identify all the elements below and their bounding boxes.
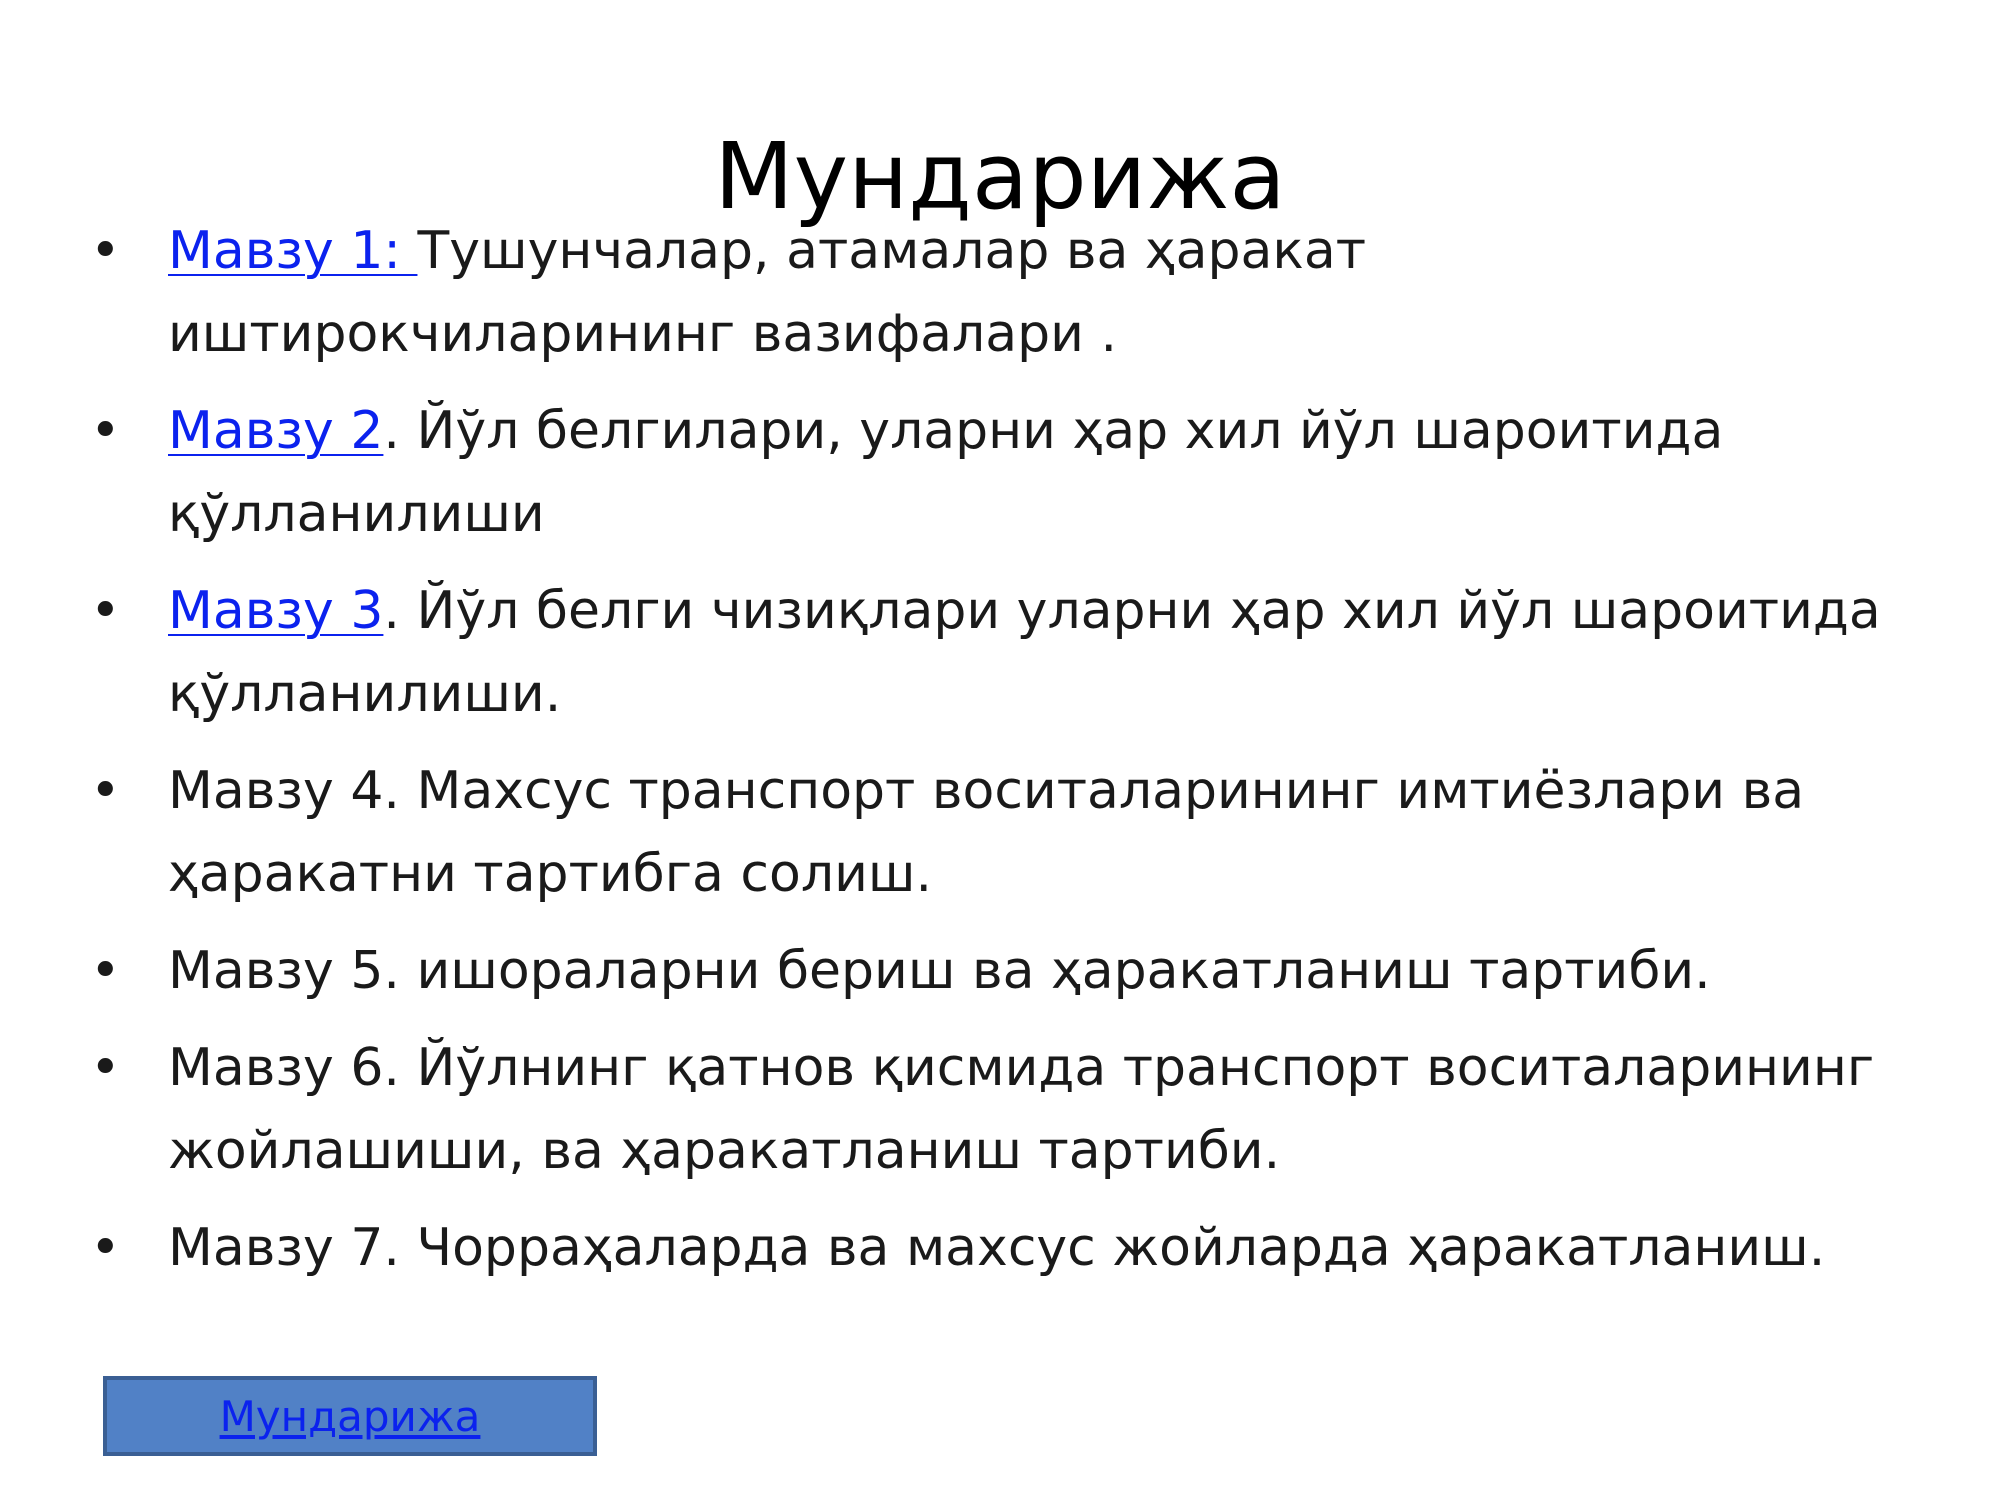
toc-item-topic-3 [90, 570, 1930, 736]
contents-nav-button[interactable] [103, 1376, 597, 1456]
bullet-icon: • [90, 221, 121, 281]
slide-title: Мундарижа [714, 122, 1286, 230]
toc-item-topic-7 [90, 1207, 1930, 1290]
toc-item-topic-4 [90, 750, 1930, 916]
topic-2-text: . Йўл белгилари, уларни ҳар хил йўл шароитида қўлланилиши [168, 401, 1724, 544]
topic-2-link[interactable]: Мавзу 2 [168, 401, 384, 461]
contents-nav-button-label[interactable]: Мундарижа [219, 1391, 481, 1441]
bullet-icon: • [90, 761, 121, 821]
bullet-icon: • [90, 581, 121, 641]
topic-4-text: Мавзу 4. Махсус транспорт воситаларининг имтиёзлари ва ҳаракатни тартибга солиш. [168, 761, 1805, 904]
toc-item-topic-5 [90, 930, 1930, 1013]
topic-6-text: Мавзу 6. Йўлнинг қатнов қисмида транспорт воситаларининг жойлашиши, ва ҳаракатланиш тартиби. [168, 1038, 1875, 1181]
topic-3-link[interactable]: Мавзу 3 [168, 581, 384, 641]
bullet-icon: • [90, 941, 121, 1001]
bullet-icon: • [90, 1218, 121, 1278]
topic-7-text: Мавзу 7. Чорраҳаларда ва махсус жойларда ҳаракатланиш. [168, 1218, 1826, 1278]
toc-item-topic-6 [90, 1027, 1930, 1193]
toc-list [90, 210, 1930, 1304]
bullet-icon: • [90, 1038, 121, 1098]
topic-5-text: Мавзу 5. ишораларни бериш ва ҳаракатланиш тартиби. [168, 941, 1711, 1001]
topic-1-text: Тушунчалар, атамалар ва ҳаракат иштирокчиларининг вазифалари . [168, 221, 1366, 364]
toc-item-topic-2 [90, 390, 1930, 556]
topic-1-link[interactable]: Мавзу 1: [168, 221, 418, 281]
toc-item-topic-1 [90, 210, 1930, 376]
bullet-icon: • [90, 401, 121, 461]
topic-3-text: . Йўл белги чизиқлари уларни ҳар хил йўл шароитида қўлланилиши. [168, 581, 1881, 724]
